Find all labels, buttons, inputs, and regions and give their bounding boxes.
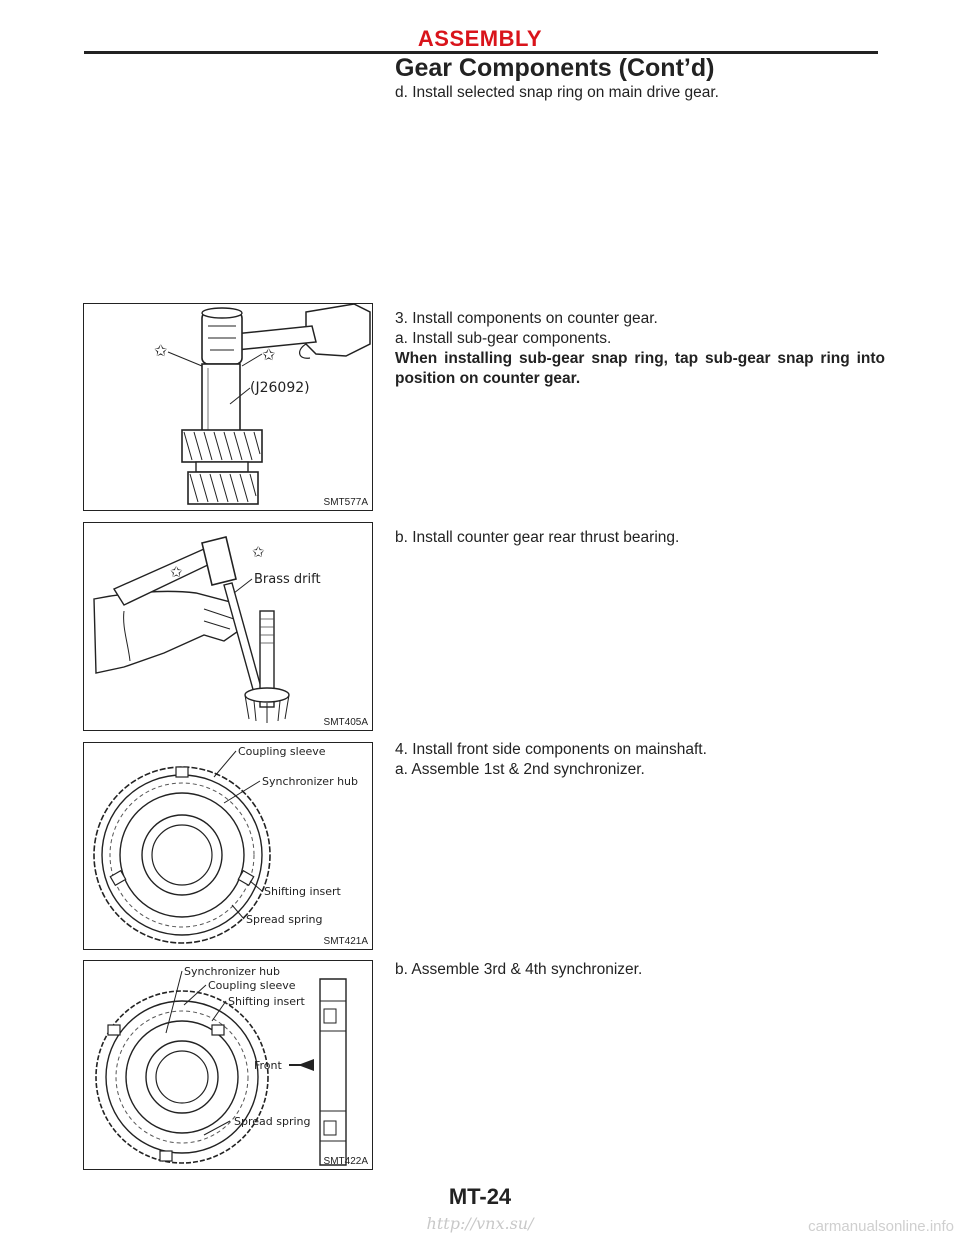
coupling-sleeve-label: Coupling sleeve [238, 745, 326, 758]
figure-code: SMT421A [323, 936, 368, 947]
watermark: carmanualsonline.info [808, 1218, 954, 1235]
figure-code: SMT405A [323, 717, 368, 728]
step-b-synchronizer [395, 960, 885, 980]
step-d [395, 83, 885, 103]
synchronizer-1st-2nd-illustration [84, 743, 374, 951]
shifting-insert-label: Shifting insert [264, 885, 341, 898]
svg-text:✩: ✩ [252, 544, 265, 561]
svg-text:✩: ✩ [262, 347, 276, 364]
figure-smt421a [83, 742, 373, 950]
site-link[interactable]: http://vnx.su/ [426, 1214, 534, 1233]
brass-drift-label: Brass drift [254, 572, 321, 587]
spread-spring-label: Spread spring [246, 913, 323, 926]
synchronizer-hub-label: Synchronizer hub [262, 775, 359, 788]
step-3-caution-note: When installing sub-gear snap ring, tap sub-gear snap ring into position on counter gear. [395, 350, 885, 387]
section-heading: ASSEMBLY [417, 26, 543, 51]
step-4-line-1: 4. Install front side components on mainshaft. [395, 741, 707, 758]
figure-code: SMT577A [323, 497, 368, 508]
spread-spring-label: Spread spring [234, 1115, 311, 1128]
front-label: Front [254, 1059, 282, 1072]
step-b-thrust-bearing [395, 528, 885, 548]
step-4 [395, 740, 885, 780]
page-number: MT-24 [448, 1184, 512, 1209]
step-b1-text: b. Install counter gear rear thrust bearing. [395, 529, 680, 546]
page-title: Gear Components (Cont’d) [395, 54, 715, 82]
figure-smt405a [83, 522, 373, 731]
svg-text:✩: ✩ [154, 343, 168, 360]
step-3-line-2: a. Install sub-gear components. [395, 330, 612, 347]
synchronizer-3rd-4th-illustration [84, 961, 374, 1171]
step-3-line-1: 3. Install components on counter gear. [395, 310, 658, 327]
step-4-line-2: a. Assemble 1st & 2nd synchronizer. [395, 761, 645, 778]
step-3 [395, 309, 885, 389]
brass-drift-illustration [84, 523, 374, 732]
synchronizer-hub-label: Synchronizer hub [184, 965, 281, 978]
step-d-text: d. Install selected snap ring on main drive gear. [395, 84, 719, 101]
svg-text:✩: ✩ [170, 564, 183, 581]
figure-code: SMT422A [323, 1156, 368, 1167]
shifting-insert-label: Shifting insert [228, 995, 305, 1008]
hammer-tool-illustration [84, 304, 374, 512]
coupling-sleeve-label: Coupling sleeve [208, 979, 296, 992]
figure-smt577a [83, 303, 373, 511]
step-b2-text: b. Assemble 3rd & 4th synchronizer. [395, 961, 643, 978]
tool-label: (J26092) [250, 380, 310, 396]
figure-smt422a [83, 960, 373, 1170]
